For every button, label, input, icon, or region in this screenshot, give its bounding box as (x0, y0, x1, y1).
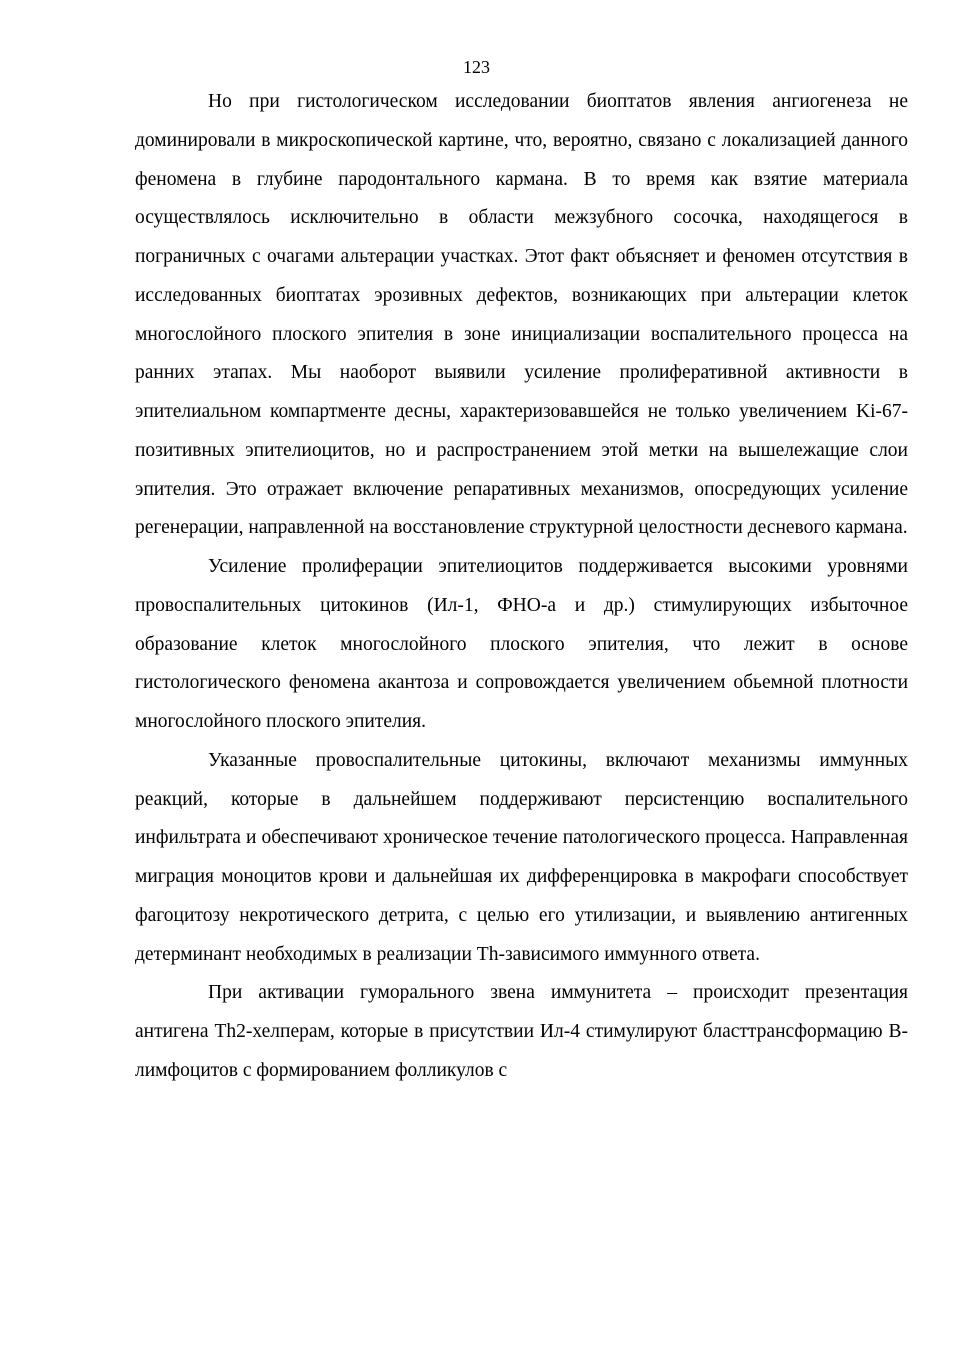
page-number: 123 (463, 57, 490, 77)
document-body (135, 83, 908, 1091)
paragraph-proliferation: Усиление пролиферации эпителиоцитов поддерживается высокими уровнями провоспалительных цитокинов (Ил-1, ФНО-a и др.) стимулирующих избыточное образование клеток многослойного плоского эпителия, что лежит в основе гистологического феномена акантоза и сопровождается увеличением обьемной плотности многослойного плоского эпителия. (135, 556, 908, 732)
paragraph-cytokines: Указанные провоспалительные цитокины, включают механизмы иммунных реакций, которые в дальнейшем поддерживают персистенцию воспалительного инфильтрата и обеспечивают хроническое течение патологического процесса. Направленная миграция моноцитов крови и дальнейшая их дифференцировка в макрофаги способствует фагоцитозу некротического детрита, с целью его утилизации, и выявлению антигенных детерминант необходимых в реализации Th-зависимого иммунного ответа. (135, 749, 908, 965)
paragraph-angiogenesis: Но при гистологическом исследовании биоптатов явления ангиогенеза не доминировали в микроскопической картине, что, вероятно, связано с локализацией данного феномена в глубине пародонтального кармана. В то время как взятие материала осуществлялось исключительно в области межзубного сосочка, находящегося в пограничных с очагами альтерации участках. Этот факт объясняет и феномен отсутствия в исследованных биоптатах эрозивных дефектов, возникающих при альтерации клеток многослойного плоского эпителия в зоне инициализации воспалительного процесса на ранних этапах. Мы наоборот выявили усиление пролиферативной активности в эпителиальном компартменте десны, характеризовавшейся не только увеличением Ki-67-позитивных эпителиоцитов, но и распространением этой метки на вышележащие слои эпителия. Это отражает включение репаративных механизмов, опосредующих усиление регенерации, направленной на восстановление структурной целостности десневого кармана. (135, 91, 908, 539)
paragraph-humoral-immunity: При активации гуморального звена иммунитета – происходит презентация антигена Th2-хелперам, которые в присутствии Ил-4 стимулируют бласттрансформацию В-лимфоцитов с формированием фолликулов с (135, 982, 908, 1081)
